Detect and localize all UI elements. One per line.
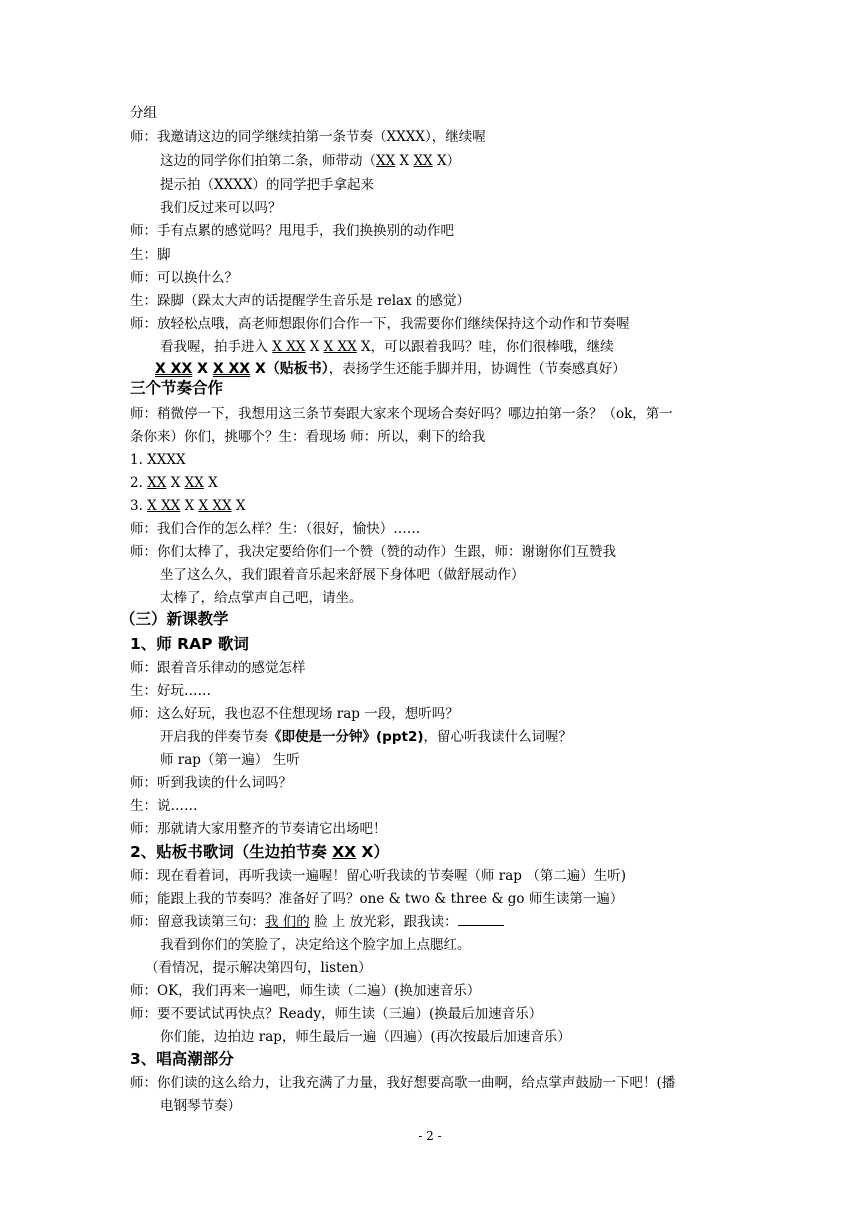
text-line: 师：我邀请这边的同学继续拍第一条节奏（XXXX），继续喔 (130, 129, 486, 145)
text-line: 师：这么好玩，我也忍不住想现场 rap 一段，想听吗？ (130, 706, 459, 722)
rhythm-item: 1. XXXX (130, 452, 186, 468)
text-line: 开启我的伴奏节奏《即使是一分钟》(ppt2)，留心听我读什么词喔？ (160, 729, 573, 745)
text-line: 师：可以换什么？ (130, 270, 238, 286)
section-heading: 2、贴板书歌词（生边拍节奏 XX X） (130, 843, 389, 861)
text-line: 看我喔，拍手进入 X XX X X XX X，可以跟着我吗？哇，你们很棒哦，继续 (160, 339, 614, 355)
text-line: 师：听到我读的什么词吗？ (130, 775, 292, 791)
text-line: 这边的同学你们拍第二条，师带动（XX X XX X） (160, 153, 461, 169)
text-line: 师：现在看着词，再听我读一遍喔！留心听我读的节奏喔（师 rap （第二遍）生听) (130, 868, 626, 884)
text-line: 生：说…… (130, 798, 198, 814)
text-line: 师：我们合作的怎么样？生：（很好，愉快）…… (130, 521, 421, 537)
text-line: 我看到你们的笑脸了，决定给这个脸字加上点腮红。 (160, 937, 471, 953)
text-line: 提示拍（XXXX）的同学把手拿起来 (160, 177, 374, 193)
text-line: 你们能，边拍边 rap，师生最后一遍（四遍）(再次按最后加速音乐） (160, 1029, 571, 1045)
section-heading: 1、师 RAP 歌词 (130, 635, 249, 653)
rhythm-item: 3. X XX X X XX X (130, 498, 246, 514)
text-line: 条你来）你们，挑哪个？生：看现场 师：所以，剩下的给我 (130, 429, 486, 445)
text-line: 师：要不要试试再快点？Ready，师生读（三遍）(换最后加速音乐） (130, 1006, 543, 1022)
text-line: 生：跺脚（跺太大声的话提醒学生音乐是 relax 的感觉） (130, 293, 471, 309)
text-line: 师 rap（第一遍） 生听 (160, 752, 300, 768)
text-line: 师：那就请大家用整齐的节奏请它出场吧！ (130, 821, 387, 837)
text-line: 师：留意我读第三句：我 们的 脸 上 放光彩，跟我读： (130, 913, 504, 931)
rhythm-item: 2. XX X XX X (130, 475, 218, 491)
text-line: 师：手有点累的感觉吗？甩甩手，我们换换别的动作吧 (130, 223, 454, 239)
text-line: 师；能跟上我的节奏吗？准备好了吗？one & two & three & go 师生读第一遍） (130, 891, 624, 907)
board-rhythm-line: X XX X X XX X（贴板书），表扬学生还能手脚并用，协调性（节奏感真好） (155, 361, 626, 377)
fill-blank (458, 913, 504, 926)
text-line: 师：稍微停一下，我想用这三条节奏跟大家来个现场合奏好吗？哪边拍第一条？（ok，第一 (130, 406, 673, 422)
text-line: 生：脚 (130, 247, 171, 263)
section-heading: （三）新课教学 (120, 610, 229, 628)
text-line: 师：OK，我们再来一遍吧，师生读（二遍）(换加速音乐） (130, 983, 481, 999)
text-line: 师：你们太棒了，我决定要给你们一个赞（赞的动作）生跟，师：谢谢你们互赞我 (130, 544, 616, 560)
text-line: 分组 (130, 105, 157, 121)
text-line: 电钢琴节奏） (160, 1098, 241, 1114)
text-line: 师：放轻松点哦，高老师想跟你们合作一下，我需要你们继续保持这个动作和节奏喔 (130, 316, 630, 332)
text-line: 坐了这么久，我们跟着音乐起来舒展下身体吧（做舒展动作） (160, 567, 525, 583)
text-line: 我们反过来可以吗？ (160, 200, 282, 216)
section-heading: 三个节奏合作 (130, 379, 224, 397)
text-line: （看情况，提示解决第四句，listen） (145, 960, 372, 976)
text-line: 师：你们读的这么给力，让我充满了力量，我好想要高歌一曲啊，给点掌声鼓励一下吧！(播 (130, 1075, 676, 1091)
text-line: 生：好玩…… (130, 683, 211, 699)
page-number: - 2 - (418, 1129, 442, 1143)
text-line: 师：跟着音乐律动的感觉怎样 (130, 660, 306, 676)
text-line: 太棒了，给点掌声自己吧，请坐。 (160, 590, 363, 606)
section-heading: 3、唱高潮部分 (130, 1050, 234, 1068)
